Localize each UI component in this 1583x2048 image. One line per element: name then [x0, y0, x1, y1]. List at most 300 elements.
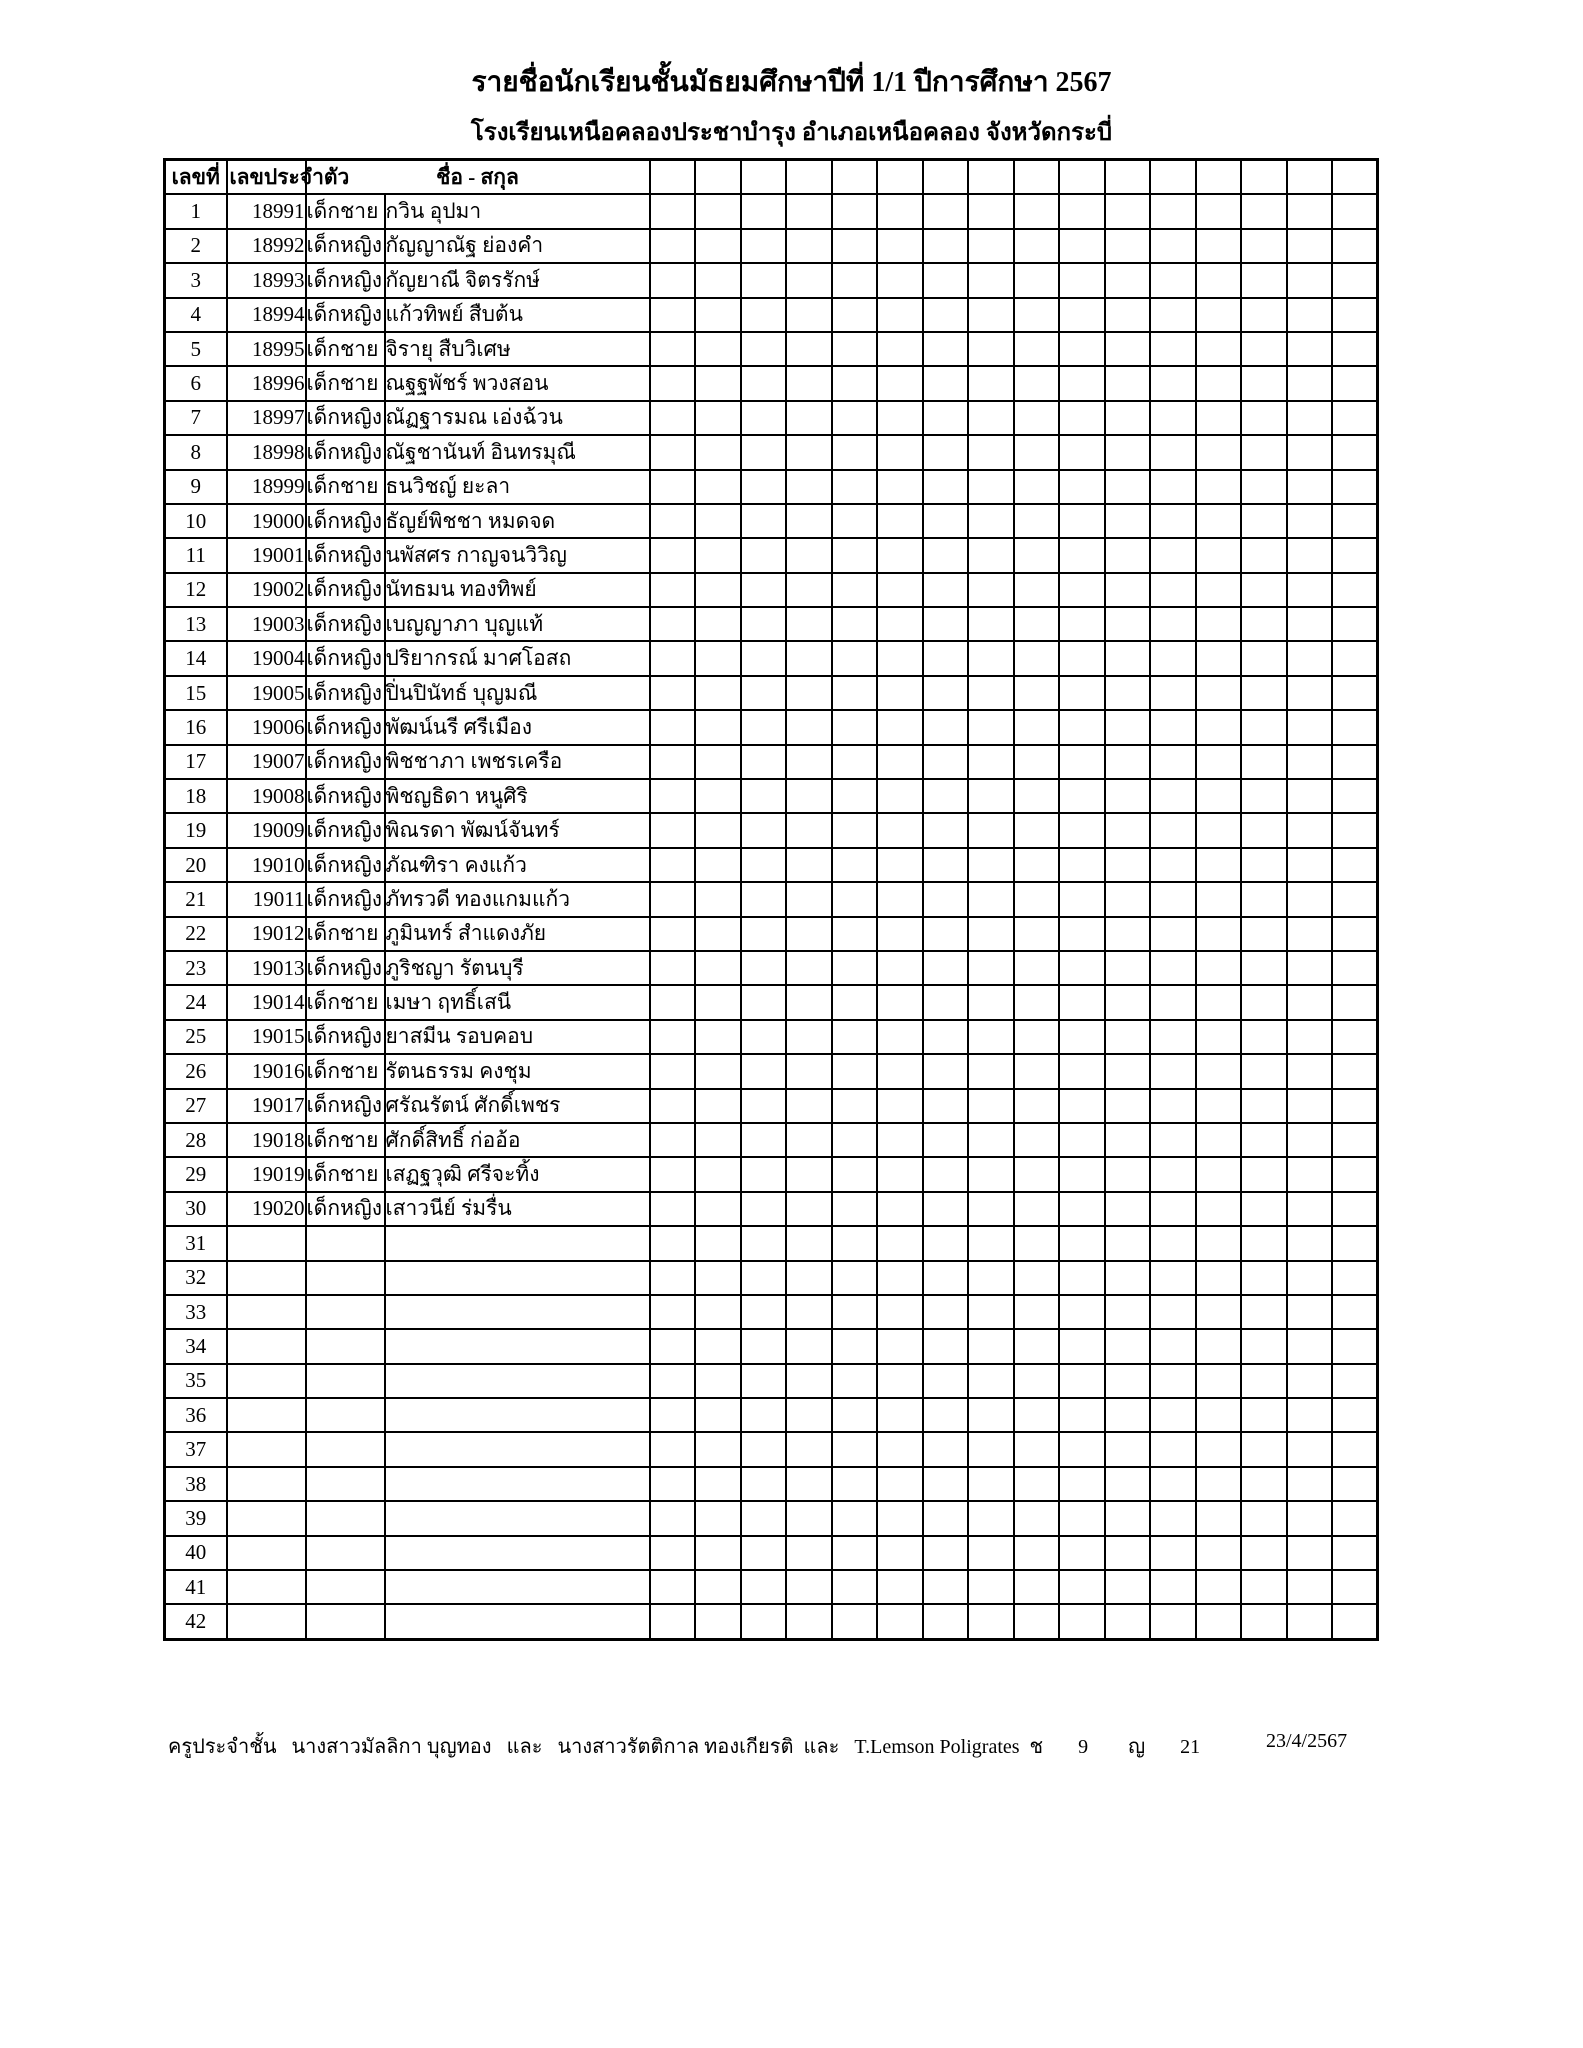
- blank-cell: [786, 263, 832, 297]
- blank-cell: [650, 676, 696, 710]
- blank-cell: [923, 1261, 969, 1295]
- blank-cell: [923, 229, 969, 263]
- blank-cell: [1241, 573, 1287, 607]
- blank-cell: [741, 401, 787, 435]
- blank-cell: [650, 745, 696, 779]
- row-number: 4: [165, 298, 227, 332]
- blank-cell: [832, 1570, 878, 1604]
- student-title: [306, 1536, 385, 1570]
- blank-header-cell: [1105, 160, 1151, 195]
- blank-cell: [1150, 1020, 1196, 1054]
- blank-header-cell: [923, 160, 969, 195]
- blank-cell: [877, 263, 923, 297]
- blank-cell: [832, 332, 878, 366]
- student-name: [385, 1364, 650, 1398]
- blank-cell: [1059, 779, 1105, 813]
- blank-cell: [1196, 917, 1242, 951]
- student-name: [385, 1570, 650, 1604]
- blank-cell: [1059, 1157, 1105, 1191]
- table-row: [165, 1192, 1378, 1226]
- blank-cell: [695, 1226, 741, 1260]
- blank-cell: [1287, 1570, 1333, 1604]
- student-id: 19020: [227, 1192, 306, 1226]
- blank-cell: [1241, 951, 1287, 985]
- blank-cell: [1150, 985, 1196, 1019]
- blank-cell: [1196, 1604, 1242, 1639]
- blank-cell: [741, 1226, 787, 1260]
- blank-cell: [1014, 401, 1060, 435]
- blank-cell: [1196, 641, 1242, 675]
- blank-cell: [1105, 779, 1151, 813]
- blank-cell: [923, 194, 969, 228]
- blank-cell: [1014, 607, 1060, 641]
- row-number: 35: [165, 1364, 227, 1398]
- blank-cell: [695, 1329, 741, 1363]
- student-id: 19014: [227, 985, 306, 1019]
- blank-cell: [786, 194, 832, 228]
- blank-cell: [1332, 1089, 1378, 1123]
- blank-cell: [1105, 366, 1151, 400]
- blank-cell: [1287, 1226, 1333, 1260]
- blank-cell: [877, 1501, 923, 1535]
- blank-cell: [923, 1570, 969, 1604]
- blank-cell: [968, 332, 1014, 366]
- student-name: ปิ่นปินัทธ์ บุญมณี: [385, 676, 650, 710]
- blank-cell: [1241, 263, 1287, 297]
- blank-header-cell: [695, 160, 741, 195]
- table-row: [165, 641, 1378, 675]
- blank-cell: [832, 1089, 878, 1123]
- blank-cell: [968, 504, 1014, 538]
- blank-cell: [741, 194, 787, 228]
- blank-cell: [1105, 504, 1151, 538]
- blank-cell: [1287, 538, 1333, 572]
- blank-cell: [1105, 710, 1151, 744]
- blank-cell: [1287, 641, 1333, 675]
- blank-header-cell: [1287, 160, 1333, 195]
- student-id: 18992: [227, 229, 306, 263]
- table-row: [165, 1467, 1378, 1501]
- blank-cell: [1332, 366, 1378, 400]
- student-title: เด็กหญิง: [306, 504, 385, 538]
- blank-cell: [1105, 1192, 1151, 1226]
- blank-cell: [923, 607, 969, 641]
- blank-cell: [1014, 1570, 1060, 1604]
- blank-cell: [877, 779, 923, 813]
- blank-cell: [1241, 504, 1287, 538]
- blank-cell: [968, 298, 1014, 332]
- blank-cell: [832, 1261, 878, 1295]
- student-id: 18994: [227, 298, 306, 332]
- student-title: เด็กหญิง: [306, 1020, 385, 1054]
- blank-cell: [741, 882, 787, 916]
- blank-cell: [1150, 194, 1196, 228]
- blank-cell: [968, 1501, 1014, 1535]
- blank-cell: [1014, 779, 1060, 813]
- blank-cell: [1287, 813, 1333, 847]
- blank-cell: [1196, 470, 1242, 504]
- blank-cell: [650, 917, 696, 951]
- blank-cell: [1241, 435, 1287, 469]
- blank-cell: [1196, 1432, 1242, 1466]
- blank-cell: [1287, 1501, 1333, 1535]
- blank-cell: [1059, 470, 1105, 504]
- blank-cell: [877, 1398, 923, 1432]
- student-id: 19000: [227, 504, 306, 538]
- table-row: [165, 194, 1378, 228]
- blank-cell: [1059, 332, 1105, 366]
- blank-cell: [1105, 1398, 1151, 1432]
- student-name: [385, 1295, 650, 1329]
- row-number: 5: [165, 332, 227, 366]
- blank-cell: [1150, 504, 1196, 538]
- blank-cell: [877, 1089, 923, 1123]
- student-title: เด็กหญิง: [306, 779, 385, 813]
- blank-cell: [1105, 607, 1151, 641]
- blank-cell: [968, 710, 1014, 744]
- blank-cell: [741, 1536, 787, 1570]
- blank-cell: [786, 779, 832, 813]
- blank-cell: [923, 710, 969, 744]
- blank-cell: [786, 917, 832, 951]
- blank-cell: [1014, 1398, 1060, 1432]
- blank-cell: [1105, 470, 1151, 504]
- blank-cell: [832, 985, 878, 1019]
- blank-cell: [741, 1123, 787, 1157]
- blank-cell: [786, 1054, 832, 1088]
- blank-cell: [695, 1501, 741, 1535]
- blank-cell: [877, 951, 923, 985]
- blank-cell: [695, 985, 741, 1019]
- blank-cell: [877, 1536, 923, 1570]
- blank-cell: [786, 1604, 832, 1639]
- blank-cell: [786, 676, 832, 710]
- blank-cell: [1287, 1192, 1333, 1226]
- blank-cell: [1196, 1501, 1242, 1535]
- blank-cell: [1196, 229, 1242, 263]
- blank-cell: [741, 745, 787, 779]
- blank-header-cell: [1196, 160, 1242, 195]
- student-id: 19007: [227, 745, 306, 779]
- blank-cell: [1332, 917, 1378, 951]
- blank-header-cell: [1150, 160, 1196, 195]
- blank-cell: [786, 882, 832, 916]
- blank-cell: [650, 710, 696, 744]
- blank-cell: [1287, 1123, 1333, 1157]
- table-row: [165, 298, 1378, 332]
- table-row: [165, 745, 1378, 779]
- student-title: เด็กชาย: [306, 194, 385, 228]
- student-title: [306, 1226, 385, 1260]
- blank-cell: [786, 1467, 832, 1501]
- row-number: 10: [165, 504, 227, 538]
- blank-cell: [741, 676, 787, 710]
- blank-cell: [832, 263, 878, 297]
- student-id: 19015: [227, 1020, 306, 1054]
- blank-cell: [1241, 1467, 1287, 1501]
- blank-cell: [1332, 1467, 1378, 1501]
- row-number: 36: [165, 1398, 227, 1432]
- student-name: พัฒน์นรี ศรีเมือง: [385, 710, 650, 744]
- blank-cell: [1332, 641, 1378, 675]
- student-title: เด็กหญิง: [306, 951, 385, 985]
- student-name: ปริยากรณ์ มาศโอสถ: [385, 641, 650, 675]
- blank-cell: [1105, 1536, 1151, 1570]
- blank-cell: [786, 813, 832, 847]
- blank-cell: [786, 1329, 832, 1363]
- blank-cell: [1105, 1261, 1151, 1295]
- blank-cell: [1287, 607, 1333, 641]
- blank-cell: [1287, 194, 1333, 228]
- student-title: เด็กหญิง: [306, 298, 385, 332]
- student-name: ภูริชญา รัตนบุรี: [385, 951, 650, 985]
- blank-cell: [1014, 710, 1060, 744]
- blank-cell: [1059, 1261, 1105, 1295]
- blank-cell: [1059, 298, 1105, 332]
- blank-cell: [832, 1295, 878, 1329]
- blank-cell: [1241, 1157, 1287, 1191]
- blank-cell: [741, 951, 787, 985]
- row-number: 40: [165, 1536, 227, 1570]
- row-number: 3: [165, 263, 227, 297]
- blank-header-cell: [650, 160, 696, 195]
- blank-cell: [1196, 848, 1242, 882]
- blank-cell: [923, 401, 969, 435]
- blank-cell: [1287, 470, 1333, 504]
- blank-cell: [923, 1226, 969, 1260]
- blank-cell: [968, 1432, 1014, 1466]
- blank-cell: [1014, 1261, 1060, 1295]
- blank-cell: [1287, 676, 1333, 710]
- blank-cell: [1196, 745, 1242, 779]
- blank-cell: [1150, 641, 1196, 675]
- student-name: เบญญาภา บุญแท้: [385, 607, 650, 641]
- blank-cell: [832, 641, 878, 675]
- blank-cell: [650, 1501, 696, 1535]
- blank-cell: [1014, 1536, 1060, 1570]
- blank-cell: [650, 1329, 696, 1363]
- blank-cell: [968, 1604, 1014, 1639]
- blank-cell: [1241, 1123, 1287, 1157]
- blank-cell: [1287, 745, 1333, 779]
- student-title: [306, 1604, 385, 1639]
- blank-cell: [877, 676, 923, 710]
- blank-cell: [1059, 1089, 1105, 1123]
- blank-cell: [695, 1432, 741, 1466]
- blank-cell: [1105, 573, 1151, 607]
- blank-cell: [650, 1123, 696, 1157]
- student-id: [227, 1398, 306, 1432]
- blank-cell: [1150, 1192, 1196, 1226]
- blank-cell: [968, 366, 1014, 400]
- student-title: [306, 1261, 385, 1295]
- blank-cell: [877, 1261, 923, 1295]
- table-row: [165, 1432, 1378, 1466]
- blank-cell: [1059, 504, 1105, 538]
- row-number: 25: [165, 1020, 227, 1054]
- blank-cell: [650, 1398, 696, 1432]
- blank-cell: [1014, 882, 1060, 916]
- blank-cell: [1332, 1364, 1378, 1398]
- table-row: [165, 848, 1378, 882]
- blank-cell: [1150, 1501, 1196, 1535]
- blank-cell: [741, 779, 787, 813]
- blank-cell: [695, 366, 741, 400]
- blank-cell: [1059, 538, 1105, 572]
- blank-cell: [1105, 1054, 1151, 1088]
- blank-cell: [650, 1089, 696, 1123]
- row-number: 33: [165, 1295, 227, 1329]
- blank-cell: [1241, 366, 1287, 400]
- student-title: [306, 1467, 385, 1501]
- blank-header-cell: [832, 160, 878, 195]
- blank-cell: [1241, 298, 1287, 332]
- blank-cell: [741, 1020, 787, 1054]
- blank-cell: [1196, 298, 1242, 332]
- student-title: เด็กหญิง: [306, 435, 385, 469]
- blank-cell: [786, 607, 832, 641]
- blank-cell: [1241, 194, 1287, 228]
- blank-cell: [1014, 435, 1060, 469]
- blank-cell: [1059, 985, 1105, 1019]
- blank-cell: [786, 1536, 832, 1570]
- blank-cell: [1332, 607, 1378, 641]
- student-title: เด็กหญิง: [306, 710, 385, 744]
- col-header-id: [227, 160, 350, 195]
- blank-cell: [877, 194, 923, 228]
- student-id: 18998: [227, 435, 306, 469]
- student-id: 19018: [227, 1123, 306, 1157]
- row-number: 20: [165, 848, 227, 882]
- blank-cell: [1059, 813, 1105, 847]
- blank-cell: [1105, 641, 1151, 675]
- blank-cell: [923, 435, 969, 469]
- blank-cell: [650, 1570, 696, 1604]
- blank-cell: [695, 1364, 741, 1398]
- student-title: เด็กชาย: [306, 1157, 385, 1191]
- blank-cell: [1196, 1364, 1242, 1398]
- blank-cell: [1287, 504, 1333, 538]
- blank-cell: [650, 607, 696, 641]
- blank-cell: [877, 1123, 923, 1157]
- blank-header-cell: [1014, 160, 1060, 195]
- blank-cell: [877, 573, 923, 607]
- blank-cell: [968, 1467, 1014, 1501]
- blank-cell: [741, 1570, 787, 1604]
- blank-cell: [877, 504, 923, 538]
- blank-cell: [1150, 538, 1196, 572]
- blank-cell: [1150, 1432, 1196, 1466]
- student-id: [227, 1432, 306, 1466]
- blank-cell: [968, 1570, 1014, 1604]
- table-row: [165, 263, 1378, 297]
- student-title: [306, 1432, 385, 1466]
- blank-cell: [650, 1604, 696, 1639]
- blank-cell: [1150, 573, 1196, 607]
- blank-cell: [877, 332, 923, 366]
- blank-cell: [877, 1329, 923, 1363]
- blank-cell: [1287, 263, 1333, 297]
- blank-cell: [968, 538, 1014, 572]
- blank-cell: [1241, 813, 1287, 847]
- blank-cell: [1332, 435, 1378, 469]
- blank-cell: [741, 470, 787, 504]
- blank-cell: [1014, 538, 1060, 572]
- table-row: [165, 985, 1378, 1019]
- blank-cell: [968, 848, 1014, 882]
- blank-cell: [695, 1054, 741, 1088]
- blank-cell: [1241, 607, 1287, 641]
- blank-cell: [786, 745, 832, 779]
- blank-cell: [1332, 1329, 1378, 1363]
- blank-cell: [877, 229, 923, 263]
- student-name: ยาสมีน รอบคอบ: [385, 1020, 650, 1054]
- blank-cell: [1059, 1604, 1105, 1639]
- row-number: 32: [165, 1261, 227, 1295]
- blank-cell: [1150, 1157, 1196, 1191]
- blank-cell: [1059, 1501, 1105, 1535]
- blank-cell: [968, 882, 1014, 916]
- blank-cell: [1014, 1604, 1060, 1639]
- table-row: [165, 1123, 1378, 1157]
- blank-cell: [1014, 745, 1060, 779]
- blank-cell: [786, 1295, 832, 1329]
- blank-cell: [695, 1261, 741, 1295]
- blank-cell: [786, 504, 832, 538]
- blank-cell: [923, 332, 969, 366]
- blank-cell: [1287, 951, 1333, 985]
- blank-cell: [832, 917, 878, 951]
- blank-cell: [923, 951, 969, 985]
- row-number: 21: [165, 882, 227, 916]
- blank-cell: [968, 1054, 1014, 1088]
- blank-cell: [1059, 1536, 1105, 1570]
- blank-cell: [1196, 882, 1242, 916]
- student-id: [227, 1467, 306, 1501]
- blank-cell: [1287, 779, 1333, 813]
- blank-cell: [786, 951, 832, 985]
- blank-cell: [832, 1604, 878, 1639]
- blank-cell: [650, 1020, 696, 1054]
- blank-cell: [877, 1226, 923, 1260]
- blank-cell: [650, 848, 696, 882]
- blank-cell: [1150, 332, 1196, 366]
- blank-cell: [1150, 470, 1196, 504]
- blank-cell: [1332, 538, 1378, 572]
- blank-cell: [968, 1192, 1014, 1226]
- student-id: 19011: [227, 882, 306, 916]
- blank-cell: [741, 1604, 787, 1639]
- blank-cell: [968, 607, 1014, 641]
- student-title: [306, 1501, 385, 1535]
- blank-cell: [832, 470, 878, 504]
- student-name: [385, 1432, 650, 1466]
- blank-cell: [877, 813, 923, 847]
- row-number: 22: [165, 917, 227, 951]
- blank-cell: [1332, 1123, 1378, 1157]
- blank-cell: [786, 538, 832, 572]
- student-title: เด็กหญิง: [306, 676, 385, 710]
- blank-cell: [923, 1295, 969, 1329]
- row-number: 11: [165, 538, 227, 572]
- blank-cell: [1059, 229, 1105, 263]
- blank-cell: [1014, 194, 1060, 228]
- blank-cell: [1196, 1467, 1242, 1501]
- blank-cell: [786, 1364, 832, 1398]
- blank-cell: [1196, 435, 1242, 469]
- blank-cell: [832, 848, 878, 882]
- blank-cell: [923, 1432, 969, 1466]
